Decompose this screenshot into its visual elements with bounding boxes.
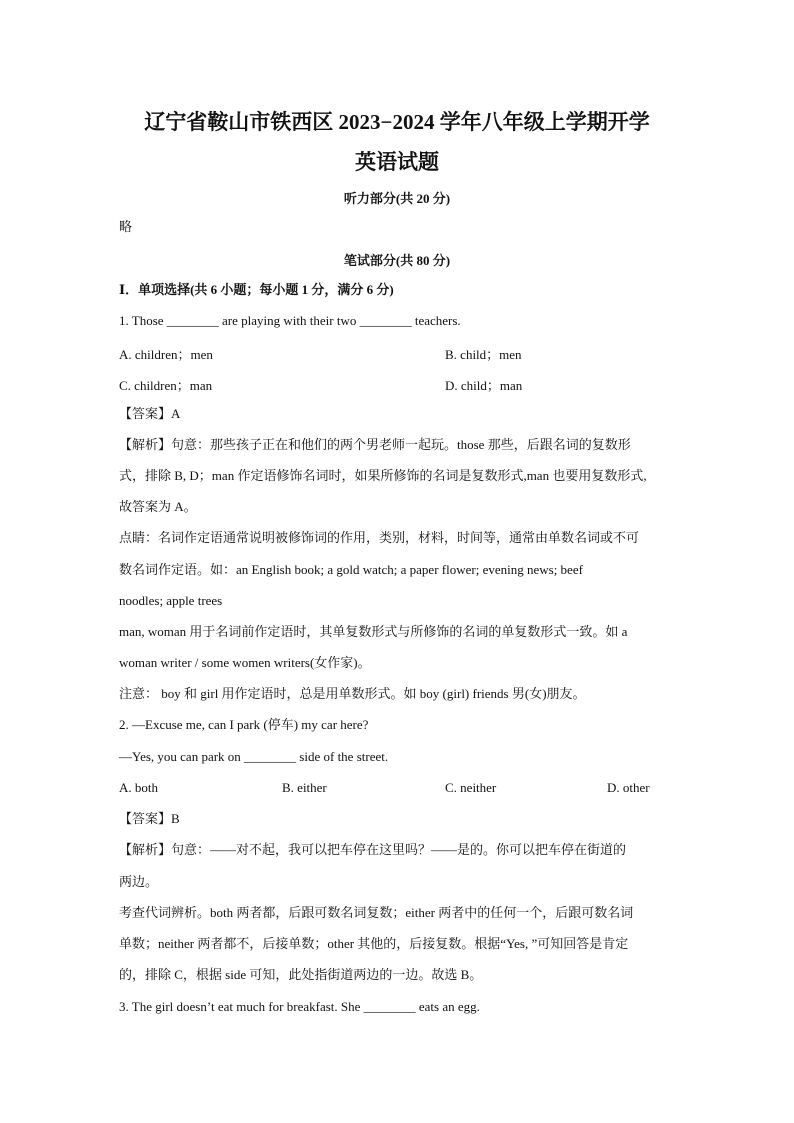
q2-option-b: B. either: [282, 780, 327, 795]
q1-analysis-line2: 式，排除 B, D；man 作定语修饰名词时，如果所修饰的名词是复数形式,man 也要用复数形式,: [119, 468, 647, 483]
doc-title-line1: 辽宁省鞍山市铁西区 2023−2024 学年八年级上学期开学: [144, 110, 650, 134]
q2-analysis-line4: 单数；neither 两者都不，后接单数；other 其他的，后接复数。根据“Yes, ”可知回答是肯定: [119, 936, 629, 951]
q2-option-d: D. other: [607, 780, 650, 795]
q1-stem: 1. Those ________ are playing with their two ________ teachers.: [119, 313, 461, 328]
q2-analysis-line5: 的，排除 C，根据 side 可知，此处指街道两边的一边。故选 B。: [119, 967, 483, 982]
listening-section-heading: 听力部分(共 20 分): [343, 191, 451, 206]
q1-option-a: A. children；men: [119, 347, 213, 362]
q1-answer: 【答案】A: [119, 406, 181, 421]
q2-stem-line2: —Yes, you can park on ________ side of the street.: [119, 749, 389, 764]
q1-analysis-line1: 【解析】句意：那些孩子正在和他们的两个男老师一起玩。those 那些，后跟名词的复数形: [119, 437, 631, 452]
q1-tip-line1: 点睛：名词作定语通常说明被修饰词的作用，类别，材料，时间等，通常由单数名词或不可: [119, 530, 640, 545]
q1-option-b: B. child；men: [445, 347, 522, 362]
q2-analysis-line2: 两边。: [119, 874, 159, 889]
q2-analysis-line3: 考查代词辨析。both 两者都，后跟可数名词复数；either 两者中的任何一个，后跟可数名词: [119, 905, 634, 920]
q1-tip-line4: man, woman 用于名词前作定语时，其单复数形式与所修饰的名词的单复数形式一致。如 a: [119, 624, 628, 639]
part1-heading: Ⅰ．单项选择(共 6 小题；每小题 1 分，满分 6 分): [119, 282, 394, 297]
q1-option-c: C. children；man: [119, 378, 213, 393]
q2-analysis-line1: 【解析】句意：——对不起，我可以把车停在这里吗？——是的。你可以把车停在街道的: [119, 842, 627, 857]
q1-tip-line3: noodles; apple trees: [119, 593, 223, 608]
listening-note: 略: [119, 219, 133, 234]
q1-note: 注意： boy 和 girl 用作定语时，总是用单数形式。如 boy (girl) friends 男(女)朋友。: [119, 686, 586, 701]
doc-title-line2: 英语试题: [355, 150, 439, 174]
q1-option-d: D. child；man: [445, 378, 523, 393]
q1-tip-line5: woman writer / some women writers(女作家)。: [119, 655, 371, 670]
q1-tip-line2: 数名词作定语。如：an English book; a gold watch; a paper flower; evening news; beef: [119, 562, 583, 577]
q1-analysis-line3: 故答案为 A。: [119, 499, 197, 514]
q3-stem: 3. The girl doesn’t eat much for breakfast. She ________ eats an egg.: [119, 999, 480, 1014]
q2-answer: 【答案】B: [119, 811, 180, 826]
q2-option-c: C. neither: [445, 780, 497, 795]
q2-stem-line1: 2. —Excuse me, can I park (停车) my car here?: [119, 717, 369, 732]
writing-section-heading: 笔试部分(共 80 分): [343, 253, 451, 268]
q2-option-a: A. both: [119, 780, 158, 795]
